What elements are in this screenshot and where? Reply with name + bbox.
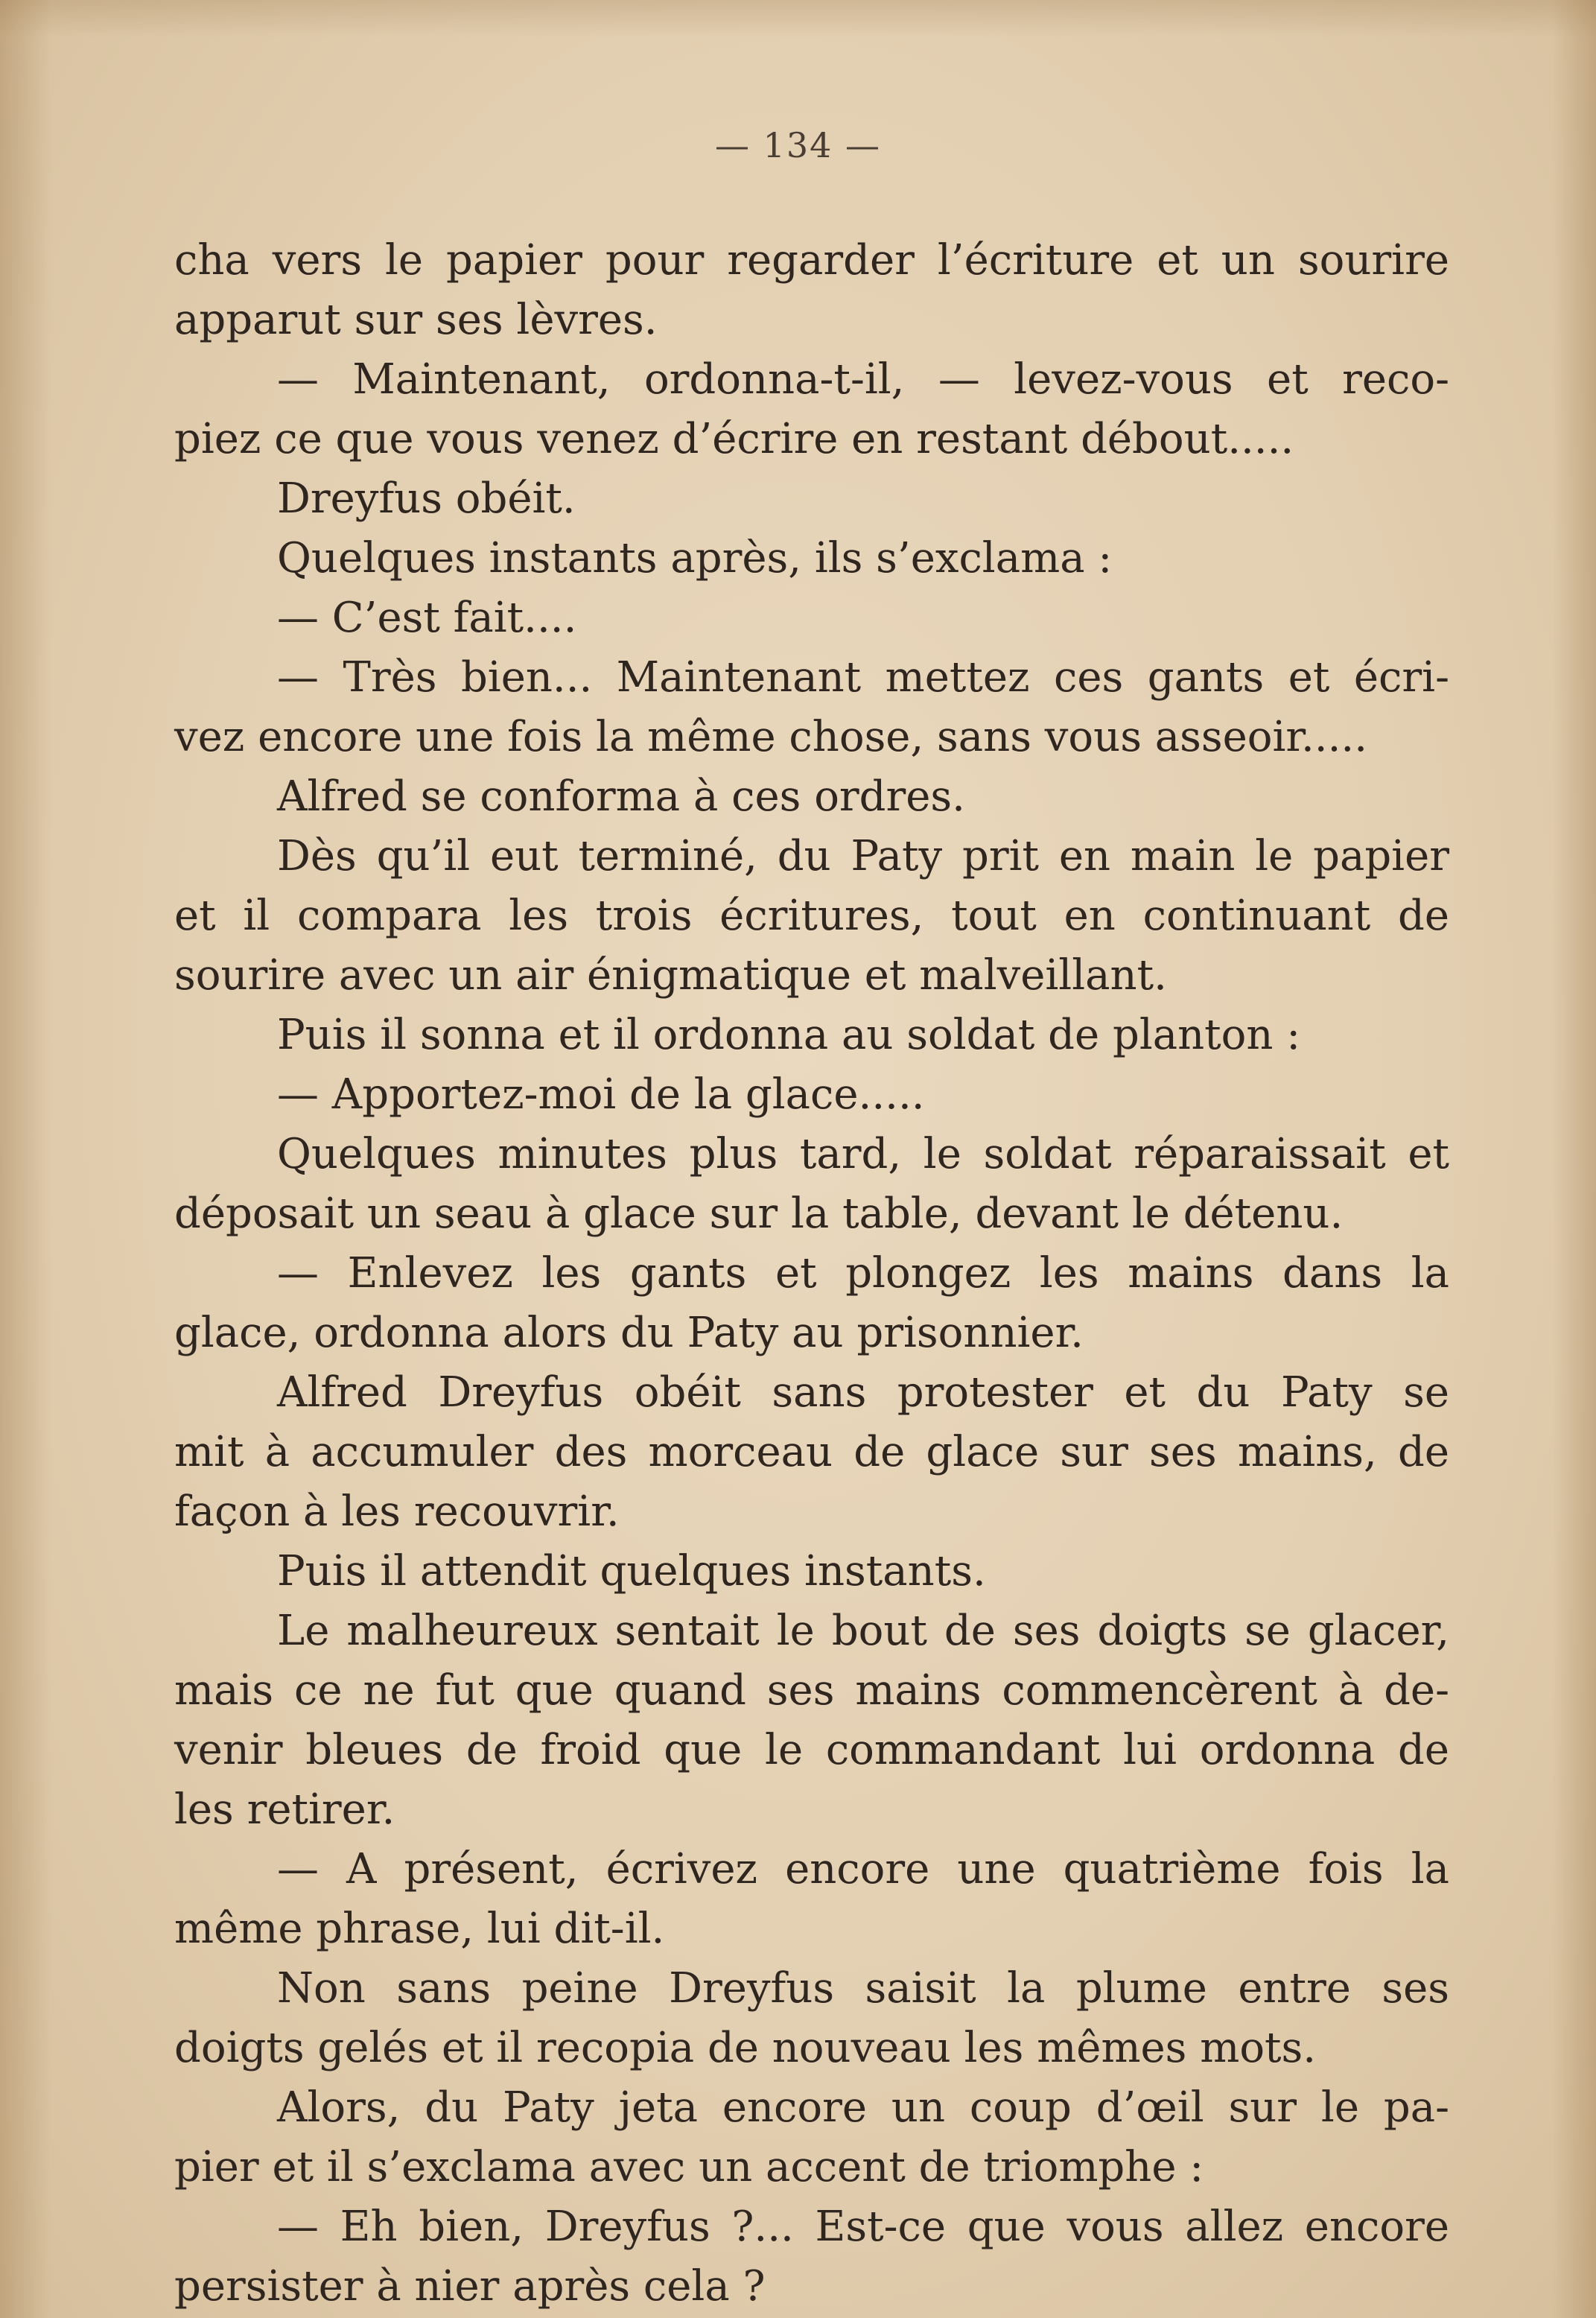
page-edge-shadow-top: [0, 0, 1596, 37]
text-line: — A présent, écrivez encore une quatrième fois la: [277, 1845, 1449, 1893]
text-line: Le malheureux sentait le bout de ses doigts se glacer,: [277, 1607, 1449, 1655]
text-line: déposait un seau à glace sur la table, devant le détenu.: [174, 1190, 1344, 1238]
text-line: les retirer.: [174, 1785, 395, 1834]
text-line: et il compara les trois écritures, tout en continuant de: [174, 892, 1449, 940]
text-line: Puis il sonna et il ordonna au soldat de planton :: [277, 1011, 1301, 1059]
body-text: [174, 231, 1449, 2317]
text-line: doigts gelés et il recopia de nouveau les mêmes mots.: [174, 2024, 1317, 2072]
text-line: même phrase, lui dit-il.: [174, 1905, 665, 1953]
page-edge-shadow-right: [1551, 0, 1596, 2318]
text-line: — Très bien... Maintenant mettez ces gants et écri-: [277, 653, 1449, 702]
text-line: sourire avec un air énigmatique et malveillant.: [174, 951, 1167, 1000]
text-line: — C’est fait....: [277, 594, 577, 642]
text-line: — Maintenant, ordonna-t-il, — levez-vous et reco-: [277, 355, 1449, 404]
text-line: — Eh bien, Dreyfus ?... Est-ce que vous allez encore: [277, 2203, 1449, 2251]
text-line: piez ce que vous venez d’écrire en restant débout.....: [174, 415, 1294, 463]
text-line: apparut sur ses lèvres.: [174, 296, 658, 344]
text-line: vez encore une fois la même chose, sans vous asseoir.....: [174, 713, 1367, 761]
text-line: pier et il s’exclama avec un accent de triomphe :: [174, 2143, 1204, 2191]
text-line: — Enlevez les gants et plongez les mains dans la: [277, 1249, 1449, 1298]
text-line: façon à les recouvrir.: [174, 1487, 620, 1536]
text-line: Dès qu’il eut terminé, du Paty prit en main le papier: [277, 832, 1449, 880]
text-line: glace, ordonna alors du Paty au prisonnier.: [174, 1309, 1084, 1357]
text-line: Non sans peine Dreyfus saisit la plume entre ses: [277, 1964, 1449, 2013]
text-line: mais ce ne fut que quand ses mains commencèrent à de-: [174, 1666, 1449, 1715]
text-line: venir bleues de froid que le commandant lui ordonna de: [174, 1726, 1449, 1774]
text-line: Quelques minutes plus tard, le soldat réparaissait et: [277, 1130, 1449, 1178]
text-line: Alfred se conforma à ces ordres.: [277, 772, 965, 821]
page-edge-shadow-left: [0, 0, 52, 2318]
text-line: Puis il attendit quelques instants.: [277, 1547, 986, 1595]
text-line: Alors, du Paty jeta encore un coup d’œil sur le pa-: [277, 2083, 1449, 2132]
text-line: persister à nier après cela ?: [174, 2262, 766, 2311]
text-line: Quelques instants après, ils s’exclama :: [277, 534, 1113, 582]
text-line: Dreyfus obéit.: [277, 474, 576, 523]
text-line: cha vers le papier pour regarder l’écriture et un sourire: [174, 236, 1449, 285]
page-number: — 134 —: [714, 125, 882, 165]
text-line: Alfred Dreyfus obéit sans protester et du Paty se: [277, 1368, 1449, 1417]
text-line: mit à accumuler des morceau de glace sur ses mains, de: [174, 1428, 1449, 1476]
text-line: — Apportez-moi de la glace.....: [277, 1070, 925, 1119]
